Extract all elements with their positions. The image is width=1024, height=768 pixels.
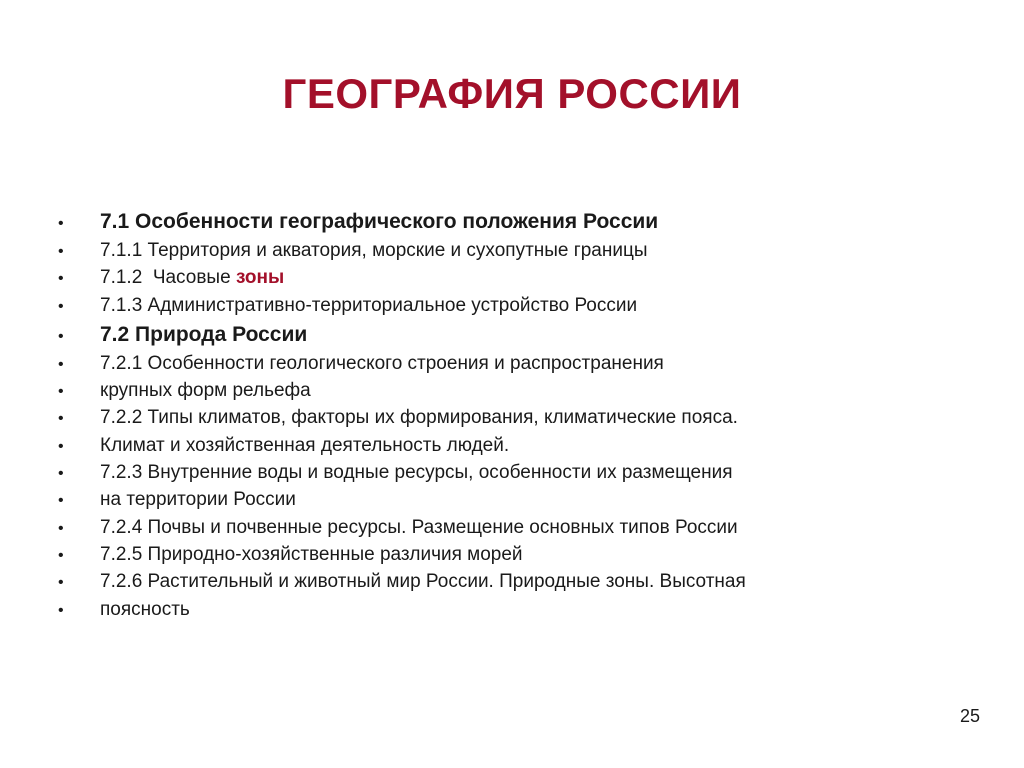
list-item-text: 7.1.3 Административно-территориальное устройство России [100,294,638,316]
bullet-icon: • [58,383,64,401]
list-item [58,541,978,568]
list-item-text: 7.1 Особенности географического положения России [100,210,659,233]
list-item [58,264,978,291]
list-item-text: крупных форм рельефа [100,380,311,402]
list-item [58,596,978,623]
list-item-text: 7.1.1 Территория и акватория, морские и сухопутные границы [100,240,648,261]
list-item-section-7-2 [58,319,978,350]
list-item-text [100,264,284,291]
list-item [58,568,978,595]
list-item-section-7-1 [58,206,978,237]
list-item [58,292,978,319]
list-item [58,237,978,264]
bullet-icon: • [58,465,64,483]
list-item-text: на территории России [100,489,296,511]
list-item [58,432,978,459]
list-item-text-plain: 7.1.2 Часовые [100,267,236,289]
bullet-icon: • [58,327,64,345]
list-item-text: Климат и хозяйственная деятельность людей. [100,434,510,456]
list-item-text: поясность [100,598,190,620]
list-item-text: 7.2 Природа России [100,322,308,346]
bullet-icon: • [58,243,64,260]
list-item-text: 7.2.2 Типы климатов, факторы их формирования, климатические пояса. [100,407,738,429]
list-item [58,404,978,431]
list-item-text: 7.2.1 Особенности геологического строения и распространения [100,352,664,374]
bullet-icon: • [58,215,64,232]
list-item [58,377,978,404]
bullet-icon: • [58,519,64,537]
list-item-text: 7.2.6 Растительный и животный мир России. Природные зоны. Высотная [100,571,746,593]
bullet-icon: • [58,546,64,564]
slide-title: ГЕОГРАФИЯ РОССИИ [282,70,742,117]
list-item-text: 7.2.4 Почвы и почвенные ресурсы. Размещение основных типов России [100,516,738,538]
list-item [58,350,978,377]
list-item-text: 7.2.3 Внутренние воды и водные ресурсы, особенности их размещения [100,462,733,484]
highlighted-word: зоны [235,267,285,289]
bullet-icon: • [58,601,64,619]
topic-list [58,206,978,623]
bullet-icon: • [58,492,64,510]
bullet-icon: • [58,574,64,592]
bullet-icon: • [58,410,64,428]
bullet-icon: • [58,437,64,455]
bullet-icon: • [58,355,64,373]
page-number: 25 [959,706,980,726]
list-item [58,459,978,486]
list-item [58,486,978,513]
list-item-text: 7.2.5 Природно-хозяйственные различия морей [100,543,523,565]
bullet-icon: • [58,270,64,288]
bullet-icon: • [58,297,64,315]
list-item [58,514,978,541]
